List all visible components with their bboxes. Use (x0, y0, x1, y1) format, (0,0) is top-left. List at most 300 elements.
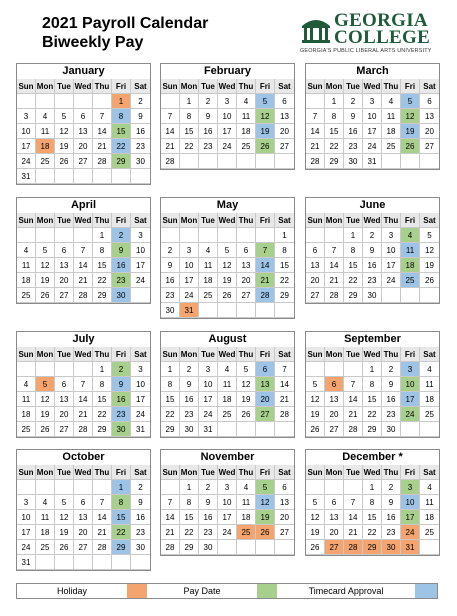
day-cell: 30 (131, 154, 150, 169)
day-cell: 6 (237, 243, 256, 258)
week-row (161, 377, 294, 392)
legend (16, 583, 438, 599)
week-row (17, 392, 150, 407)
empty-cell (112, 555, 131, 570)
week-row (306, 362, 439, 377)
day-cell: 1 (180, 480, 199, 495)
week-row (161, 273, 294, 288)
day-cell: 22 (363, 407, 382, 422)
weekday-label: Sun (17, 79, 36, 94)
empty-cell (306, 94, 325, 109)
empty-cell (17, 94, 36, 109)
empty-cell (161, 228, 180, 243)
day-cell: 15 (112, 124, 131, 139)
day-cell: 26 (55, 540, 74, 555)
empty-cell (93, 555, 112, 570)
day-cell: 13 (55, 392, 74, 407)
day-cell: 27 (275, 139, 294, 154)
day-cell: 9 (199, 495, 218, 510)
day-cell: 5 (256, 480, 275, 495)
empty-cell (275, 422, 294, 437)
day-cell: 5 (420, 228, 439, 243)
day-cell: 14 (325, 258, 344, 273)
day-cell: 16 (199, 510, 218, 525)
day-cell: 28 (161, 540, 180, 555)
day-cell: 28 (74, 422, 93, 437)
day-cell: 4 (36, 495, 55, 510)
day-cell: 29 (275, 288, 294, 303)
logo-word-college: COLLEGE (334, 27, 431, 48)
day-cell: 9 (180, 377, 199, 392)
day-cell: 3 (199, 362, 218, 377)
empty-cell (55, 480, 74, 495)
day-cell: 10 (363, 109, 382, 124)
day-cell: 4 (401, 228, 420, 243)
empty-cell (401, 288, 420, 303)
week-row (17, 228, 150, 243)
day-cell: 21 (93, 139, 112, 154)
day-cell: 22 (325, 139, 344, 154)
week-row (306, 228, 439, 243)
empty-cell (180, 154, 199, 169)
day-cell: 3 (218, 94, 237, 109)
weekday-label: Sun (161, 347, 180, 362)
day-cell: 15 (93, 258, 112, 273)
weekday-label: Mon (325, 79, 344, 94)
day-cell: 8 (344, 243, 363, 258)
day-cell: 21 (344, 525, 363, 540)
day-cell: 10 (17, 124, 36, 139)
empty-cell (237, 303, 256, 318)
weekday-label: Thu (382, 213, 401, 228)
day-cell: 18 (401, 258, 420, 273)
empty-cell (401, 422, 420, 437)
weekday-label: Tue (55, 347, 74, 362)
day-cell: 10 (180, 258, 199, 273)
week-row (161, 422, 294, 437)
day-cell: 12 (256, 109, 275, 124)
day-cell: 24 (131, 407, 150, 422)
day-cell: 18 (36, 139, 55, 154)
day-cell: 6 (275, 480, 294, 495)
week-row (161, 124, 294, 139)
week-row (161, 407, 294, 422)
day-cell: 23 (382, 525, 401, 540)
title-line-1: 2021 Payroll Calendar (42, 15, 209, 32)
day-cell: 15 (344, 258, 363, 273)
day-cell: 5 (306, 495, 325, 510)
day-cell: 18 (237, 124, 256, 139)
day-cell: 27 (325, 540, 344, 555)
day-cell: 20 (74, 525, 93, 540)
day-cell: 10 (218, 109, 237, 124)
week-row (161, 154, 294, 169)
day-cell: 11 (420, 495, 439, 510)
day-cell: 12 (36, 258, 55, 273)
day-cell: 7 (256, 243, 275, 258)
day-cell: 6 (325, 377, 344, 392)
weekday-label: Sun (161, 213, 180, 228)
empty-cell (325, 362, 344, 377)
day-cell: 19 (401, 124, 420, 139)
weekday-header (306, 79, 439, 94)
weekday-label: Wed (218, 79, 237, 94)
weekday-label: Sat (420, 79, 439, 94)
day-cell: 5 (401, 94, 420, 109)
day-cell: 15 (180, 124, 199, 139)
weekday-header (17, 465, 150, 480)
empty-cell (256, 154, 275, 169)
day-cell: 23 (131, 139, 150, 154)
week-row (17, 124, 150, 139)
day-cell: 20 (325, 407, 344, 422)
day-cell: 18 (382, 124, 401, 139)
day-cell: 14 (74, 258, 93, 273)
week-row (17, 288, 150, 303)
day-cell: 24 (17, 540, 36, 555)
day-cell: 24 (382, 273, 401, 288)
weekday-label: Sun (17, 465, 36, 480)
day-cell: 4 (237, 480, 256, 495)
empty-cell (344, 480, 363, 495)
day-cell: 25 (420, 407, 439, 422)
day-cell: 14 (93, 510, 112, 525)
day-cell: 29 (363, 540, 382, 555)
day-cell: 13 (275, 495, 294, 510)
empty-cell (344, 362, 363, 377)
empty-cell (199, 154, 218, 169)
empty-cell (74, 228, 93, 243)
weekday-header (161, 79, 294, 94)
empty-cell (256, 303, 275, 318)
day-cell: 2 (112, 228, 131, 243)
weekday-label: Wed (363, 347, 382, 362)
legend-timecard-label: Timecard Approval (308, 586, 384, 596)
empty-cell (325, 228, 344, 243)
day-cell: 11 (237, 495, 256, 510)
weekday-label: Thu (382, 465, 401, 480)
empty-cell (325, 480, 344, 495)
day-cell: 9 (161, 258, 180, 273)
day-cell: 22 (180, 139, 199, 154)
weekday-label: Wed (363, 465, 382, 480)
day-cell: 28 (256, 288, 275, 303)
day-cell: 12 (218, 258, 237, 273)
day-cell: 17 (17, 139, 36, 154)
weekday-label: Tue (55, 79, 74, 94)
day-cell: 21 (93, 525, 112, 540)
day-cell: 15 (93, 392, 112, 407)
day-cell: 14 (275, 377, 294, 392)
empty-cell (93, 169, 112, 184)
day-cell: 9 (131, 109, 150, 124)
day-cell: 3 (131, 228, 150, 243)
day-cell: 23 (131, 525, 150, 540)
week-row (306, 480, 439, 495)
day-cell: 13 (420, 109, 439, 124)
day-cell: 16 (344, 124, 363, 139)
day-cell: 1 (112, 480, 131, 495)
week-row (306, 377, 439, 392)
day-cell: 11 (199, 258, 218, 273)
day-cell: 16 (112, 392, 131, 407)
day-cell: 21 (256, 273, 275, 288)
day-cell: 23 (112, 273, 131, 288)
week-row (306, 273, 439, 288)
day-cell: 12 (420, 243, 439, 258)
empty-cell (36, 555, 55, 570)
college-emblem-icon (300, 12, 332, 44)
day-cell: 1 (112, 94, 131, 109)
day-cell: 20 (420, 124, 439, 139)
day-cell: 25 (237, 139, 256, 154)
day-cell: 7 (306, 109, 325, 124)
month-april (16, 197, 151, 304)
week-row (161, 362, 294, 377)
week-row (306, 288, 439, 303)
day-cell: 26 (306, 540, 325, 555)
day-cell: 5 (36, 377, 55, 392)
weekday-label: Sun (306, 213, 325, 228)
empty-cell (420, 288, 439, 303)
empty-cell (36, 480, 55, 495)
day-cell: 16 (131, 124, 150, 139)
weekday-label: Sat (420, 347, 439, 362)
weekday-label: Thu (93, 213, 112, 228)
day-cell: 14 (344, 392, 363, 407)
week-row (17, 169, 150, 184)
day-cell: 13 (55, 258, 74, 273)
day-cell: 23 (382, 407, 401, 422)
day-cell: 13 (325, 510, 344, 525)
day-cell: 26 (401, 139, 420, 154)
day-cell: 29 (112, 540, 131, 555)
empty-cell (17, 362, 36, 377)
day-cell: 15 (112, 510, 131, 525)
day-cell: 7 (344, 495, 363, 510)
day-cell: 6 (256, 362, 275, 377)
day-cell: 4 (17, 243, 36, 258)
day-cell: 17 (218, 510, 237, 525)
day-cell: 11 (401, 243, 420, 258)
weekday-label: Fri (256, 79, 275, 94)
empty-cell (306, 228, 325, 243)
month-title: April (70, 199, 97, 211)
day-cell: 4 (199, 243, 218, 258)
day-cell: 26 (420, 273, 439, 288)
weekday-label: Tue (199, 213, 218, 228)
empty-cell (237, 154, 256, 169)
day-cell: 13 (237, 258, 256, 273)
day-cell: 29 (363, 422, 382, 437)
weekday-label: Tue (344, 465, 363, 480)
weekday-label: Thu (237, 79, 256, 94)
day-cell: 13 (74, 510, 93, 525)
empty-cell (420, 154, 439, 169)
day-cell: 24 (401, 525, 420, 540)
weekday-label: Thu (93, 79, 112, 94)
day-cell: 9 (382, 377, 401, 392)
day-cell: 8 (325, 109, 344, 124)
day-cell: 3 (382, 228, 401, 243)
day-cell: 16 (180, 392, 199, 407)
day-cell: 17 (131, 392, 150, 407)
day-cell: 20 (306, 273, 325, 288)
day-cell: 29 (93, 422, 112, 437)
day-cell: 20 (55, 407, 74, 422)
day-cell: 19 (218, 273, 237, 288)
day-cell: 15 (363, 510, 382, 525)
month-june (305, 197, 440, 304)
day-cell: 20 (74, 139, 93, 154)
weekday-label: Mon (180, 79, 199, 94)
day-cell: 13 (325, 392, 344, 407)
empty-cell (74, 169, 93, 184)
weekday-label: Wed (74, 213, 93, 228)
month-may (160, 197, 295, 319)
day-cell: 30 (180, 422, 199, 437)
empty-cell (36, 228, 55, 243)
weekday-header (161, 347, 294, 362)
week-row (306, 525, 439, 540)
day-cell: 26 (218, 288, 237, 303)
weekday-label: Thu (93, 465, 112, 480)
day-cell: 14 (306, 124, 325, 139)
day-cell: 31 (17, 555, 36, 570)
week-row (17, 94, 150, 109)
empty-cell (74, 480, 93, 495)
day-cell: 8 (93, 243, 112, 258)
day-cell: 30 (199, 540, 218, 555)
day-cell: 10 (218, 495, 237, 510)
month-august (160, 331, 295, 438)
day-cell: 2 (131, 94, 150, 109)
day-cell: 11 (36, 124, 55, 139)
month-title: May (216, 199, 239, 211)
day-cell: 25 (17, 288, 36, 303)
day-cell: 19 (55, 525, 74, 540)
day-cell: 25 (218, 407, 237, 422)
weekday-label: Mon (180, 213, 199, 228)
day-cell: 22 (93, 273, 112, 288)
weekday-label: Mon (36, 79, 55, 94)
weekday-label: Mon (180, 347, 199, 362)
day-cell: 13 (306, 258, 325, 273)
empty-cell (382, 288, 401, 303)
day-cell: 21 (161, 139, 180, 154)
day-cell: 10 (382, 243, 401, 258)
month-title: January (62, 65, 105, 77)
day-cell: 13 (74, 124, 93, 139)
empty-cell (93, 94, 112, 109)
week-row (17, 243, 150, 258)
day-cell: 22 (161, 407, 180, 422)
weekday-label: Sat (131, 347, 150, 362)
empty-cell (382, 154, 401, 169)
week-row (306, 540, 439, 555)
day-cell: 19 (256, 510, 275, 525)
empty-cell (256, 422, 275, 437)
day-cell: 12 (55, 510, 74, 525)
day-cell: 25 (17, 422, 36, 437)
week-row (306, 258, 439, 273)
day-cell: 12 (306, 392, 325, 407)
day-cell: 4 (420, 362, 439, 377)
day-cell: 18 (237, 510, 256, 525)
day-cell: 21 (161, 525, 180, 540)
day-cell: 31 (131, 422, 150, 437)
day-cell: 31 (17, 169, 36, 184)
month-january (16, 63, 151, 185)
day-cell: 24 (180, 288, 199, 303)
weekday-label: Wed (74, 79, 93, 94)
week-row (306, 422, 439, 437)
empty-cell (218, 540, 237, 555)
day-cell: 14 (93, 124, 112, 139)
empty-cell (218, 154, 237, 169)
day-cell: 30 (363, 288, 382, 303)
empty-cell (199, 303, 218, 318)
week-row (17, 510, 150, 525)
day-cell: 10 (199, 377, 218, 392)
day-cell: 25 (237, 525, 256, 540)
day-cell: 7 (344, 377, 363, 392)
weekday-header (161, 465, 294, 480)
day-cell: 7 (93, 109, 112, 124)
day-cell: 7 (161, 109, 180, 124)
day-cell: 27 (237, 288, 256, 303)
week-row (306, 407, 439, 422)
day-cell: 29 (344, 288, 363, 303)
month-title: September (344, 333, 401, 345)
empty-cell (275, 154, 294, 169)
weekday-label: Tue (344, 213, 363, 228)
day-cell: 12 (36, 392, 55, 407)
month-title: February (203, 65, 252, 77)
day-cell: 9 (344, 109, 363, 124)
day-cell: 11 (17, 392, 36, 407)
day-cell: 19 (55, 139, 74, 154)
day-cell: 12 (401, 109, 420, 124)
week-row (306, 243, 439, 258)
day-cell: 28 (275, 407, 294, 422)
weekday-label: Mon (36, 347, 55, 362)
weekday-label: Mon (325, 465, 344, 480)
weekday-label: Fri (112, 79, 131, 94)
day-cell: 10 (131, 243, 150, 258)
day-cell: 3 (363, 94, 382, 109)
day-cell: 2 (363, 228, 382, 243)
week-row (306, 154, 439, 169)
weekday-label: Fri (256, 213, 275, 228)
day-cell: 5 (36, 243, 55, 258)
weekday-label: Tue (199, 79, 218, 94)
day-cell: 3 (17, 109, 36, 124)
day-cell: 15 (275, 258, 294, 273)
day-cell: 2 (344, 94, 363, 109)
day-cell: 18 (17, 407, 36, 422)
day-cell: 21 (275, 392, 294, 407)
empty-cell (112, 169, 131, 184)
weekday-label: Tue (199, 347, 218, 362)
weekday-label: Sat (275, 465, 294, 480)
day-cell: 30 (131, 540, 150, 555)
week-row (306, 124, 439, 139)
weekday-label: Sun (306, 79, 325, 94)
day-cell: 15 (325, 124, 344, 139)
day-cell: 12 (306, 510, 325, 525)
weekday-label: Wed (218, 347, 237, 362)
